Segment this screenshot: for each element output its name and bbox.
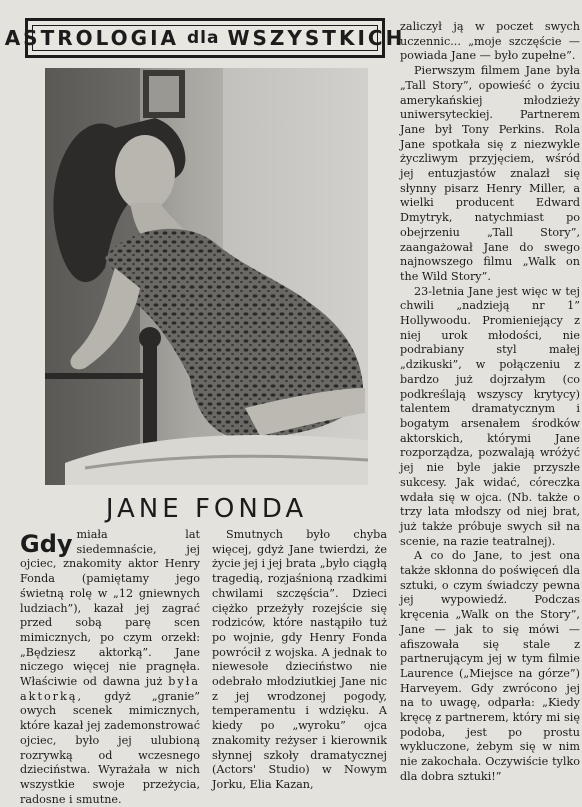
emphasized-text: była aktorką,: [20, 675, 200, 703]
header-word-dla: dla: [186, 28, 220, 48]
paragraph: A co do Jane, to jest ona także skłonna do poświęceń dla sztuki, o czym świadczy pewna jej wypowiedź. Podczas kręcenia „Walk on the Story”, Jane — jak to się mówi — afiszowała się stale z partnerującym jej w tym filmie Laurence („Miejsce na górze”) Harveyem. Gdy zwrócono jej na to uwagę, odparła: „Kiedy kręcę z partnerem, który mi się podoba, jest po prostu wykluczone, żebym się w nim nie zakochała. Oczywiście tylko dla dobra sztuki!”: [400, 549, 580, 783]
header-word-astrologia: ASTROLOGIA: [4, 26, 179, 50]
portrait-photo: [45, 68, 368, 485]
paragraph: zaliczył ją w poczet swych uczennic... „moje szczęście — powiada Jane — było zupełne”.: [400, 20, 580, 63]
column-header: [4, 18, 406, 58]
paragraph-text: miała lat siedemnaście, jej ojciec, znakomity aktor Henry Fonda (pamiętamy jego świetną rolę w „12 gniewnych ludziach”), kazał jej zagrać przed sobą parę scen mimicznych, po czym orzekł: „Będziesz aktorką”. Jane niczego więcej nie pragnęła. Właściwie od dawna już: [20, 528, 200, 689]
paragraph-text: gdyż „granie” owych scenek mimicznych, które kazał jej zademonstrować ojciec, było jej ulubioną rozrywką od wczesnego dzieciństwa. Wyrażała w nich wszystkie swoje przeżycia, radosne i smutne.: [20, 689, 200, 806]
article-title: JANE FONDA: [105, 494, 308, 524]
text-column-2: [212, 528, 387, 793]
paragraph: Smutnych było chyba więcej, gdyż Jane twierdzi, że życie jej i jej brata „było ciągłą tragedią, rozjaśnioną rzadkimi chwilami szczęścia”. Dzieci ciężko przeżyły rozejście się rodziców, które nastąpiło tuż po wojnie, gdy Henry Fonda powrócił z wojska. A jednak to niewesołe dzieciństwo nie odebrało młodziutkiej Jane nic z jej wrodzonej pogody, temperamentu i wdzięku. A kiedy po „wyroku” ojca znakomity reżyser i kierownik słynnej szkoły dramatycznej (Actors' Studio) w Nowym Jorku, Elia Kazan,: [212, 528, 387, 791]
paragraph: 23-letnia Jane jest więc w tej chwili „nadzieją nr 1” Hollywoodu. Promieniejący z niej urok młodości, nie podrabiany styl małej „dzikuski”, w połączeniu z bardzo już dojrzałym (co podkreślają wszyscy krytycy) talentem dramatycznym i bogatym arsenałem środków aktorskich, którymi Jane rozporządza, pozwalają wróżyć jej nie byle jakie przyszłe sukcesy. Jak widać, córeczka wdała się w ojca. (Nb. także o trzy lata młodszy od niej brat, już także próbuje swych sił na scenie, na razie teatralnej).: [400, 284, 580, 548]
text-column-3: [400, 20, 580, 785]
text-column-1: [20, 528, 200, 807]
paragraph: Pierwszym filmem Jane była „Tall Story”, opowieść o życiu amerykańskiej młodzieży uniwersyteckiej. Partnerem Jane był Tony Perkins. Rola Jane spotkała się z niezwykle życzliwym przyjęciem, wśród jej entuzjastów znalazł się słynny pisarz Henry Miller, a wielki producent Edward Dmytryk, natychmiast po obejrzeniu „Tall Story”, zaangażował Jane do swego najnowszego filmu „Walk on the Wild Story”.: [400, 64, 580, 283]
header-word-wszystkich: WSZYSTKICH: [227, 26, 406, 50]
dropcap: Gdy: [20, 530, 73, 558]
portrait-photo-illustration: [45, 68, 368, 485]
paragraph: [20, 528, 200, 807]
